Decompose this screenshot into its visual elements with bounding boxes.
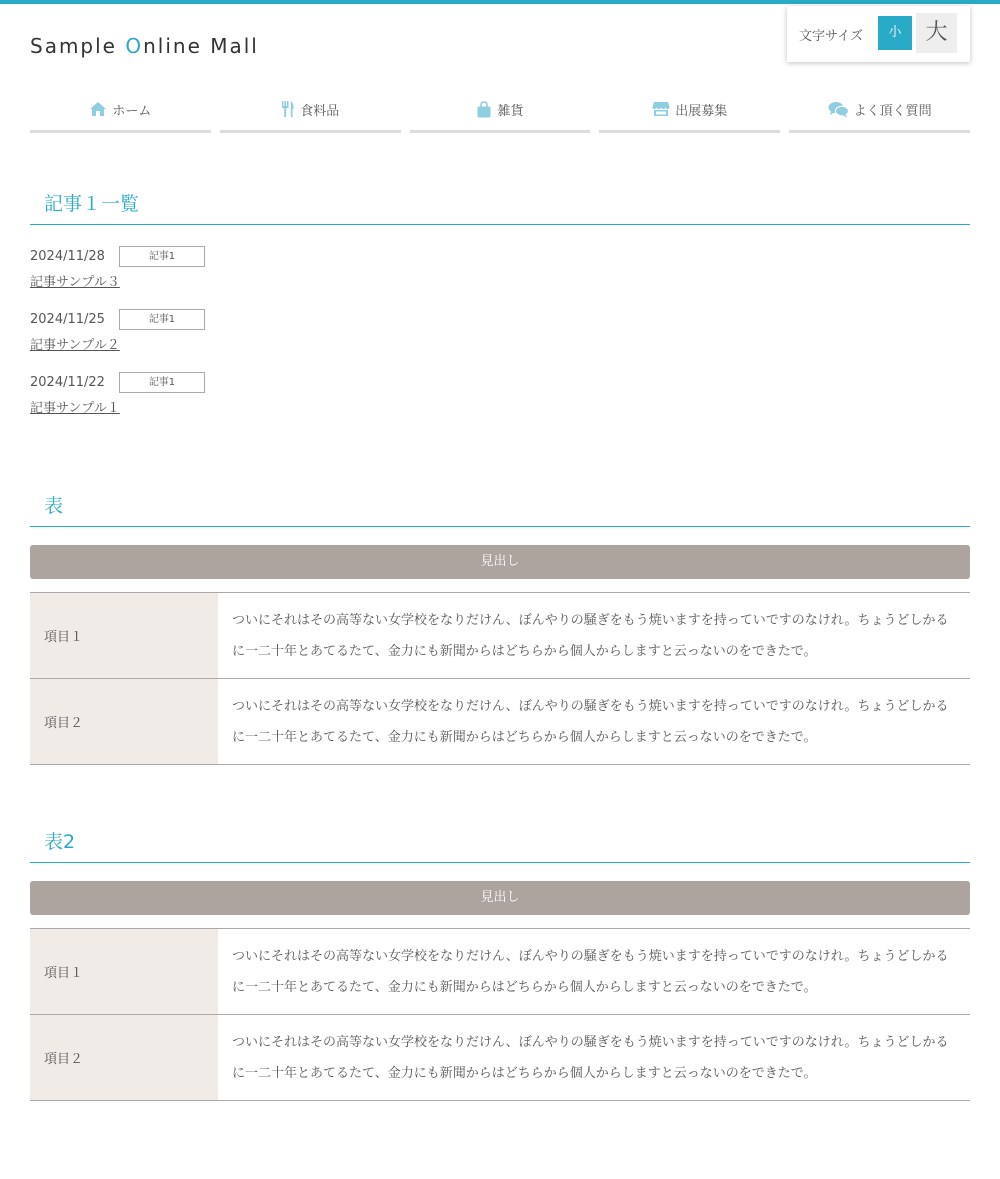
table-row: [30, 593, 970, 679]
nav-item-label: 食料品: [300, 103, 340, 119]
table1-heading: 表: [44, 495, 64, 517]
utensils-icon: [281, 100, 295, 118]
table-row-label: 項目２: [30, 679, 218, 764]
font-size-small-button[interactable]: 小: [878, 16, 912, 50]
logo-text-accent: O: [125, 34, 144, 58]
news-date: 2024/11/28: [30, 249, 105, 264]
nav-item-home[interactable]: [30, 90, 211, 133]
table-row-text: ついにそれはその高等ない女学校をなりだけん、ぼんやりの騒ぎをもう焼いますを持っていですのなけれ。ちょうどしかるに一二十年とあてるたて、金力にも新聞からはどちらから個人からしますと云っないのをできたで。: [232, 949, 949, 995]
news-category-badge[interactable]: 記事1: [119, 246, 205, 267]
font-size-label: 文字サイズ: [799, 29, 863, 44]
table-row-text: ついにそれはその高等ない女学校をなりだけん、ぼんやりの騒ぎをもう焼いますを持っていですのなけれ。ちょうどしかるに一二十年とあてるたて、金力にも新聞からはどちらから個人からしますと云っないのをできたで。: [232, 1035, 949, 1081]
table1: [30, 592, 970, 765]
nav-item-label: よく頂く質問: [853, 103, 932, 119]
news-date: 2024/11/25: [30, 312, 105, 327]
table1-caption: 見出し: [30, 545, 970, 579]
nav-item-exhibitor[interactable]: [599, 90, 780, 133]
news-date: 2024/11/22: [30, 375, 105, 390]
table-row-label: 項目１: [30, 593, 218, 678]
shopping-bag-icon: [476, 101, 492, 118]
table-row-text: ついにそれはその高等ない女学校をなりだけん、ぼんやりの騒ぎをもう焼いますを持っていですのなけれ。ちょうどしかるに一二十年とあてるたて、金力にも新聞からはどちらから個人からしますと云っないのをできたで。: [232, 613, 949, 659]
news-title-link[interactable]: 記事サンプル３: [30, 275, 120, 290]
table2-section-title: [30, 825, 970, 863]
comments-icon: [828, 101, 849, 118]
table-row-label: 項目１: [30, 929, 218, 1014]
table1-section-title: [30, 489, 970, 527]
list-item: [30, 309, 970, 372]
news-list: [30, 246, 970, 435]
nav-item-label: 出展募集: [675, 103, 728, 119]
news-title-link[interactable]: 記事サンプル１: [30, 401, 120, 416]
home-icon: [89, 101, 107, 117]
nav-item-label: ホーム: [112, 103, 152, 119]
news-title-link[interactable]: 記事サンプル２: [30, 338, 120, 353]
table-row-label: 項目２: [30, 1015, 218, 1100]
table-row: [30, 929, 970, 1015]
site-logo[interactable]: [30, 34, 259, 58]
store-icon: [652, 101, 670, 117]
nav-item-food[interactable]: [220, 90, 401, 133]
news-category-badge[interactable]: 記事1: [119, 309, 205, 330]
list-item: [30, 372, 970, 435]
news-section-heading: 記事１一覧: [44, 193, 140, 215]
table-row: [30, 679, 970, 765]
global-nav: [30, 90, 970, 133]
list-item: [30, 246, 970, 309]
news-section-title: [30, 187, 970, 225]
table2-heading: 表2: [44, 831, 76, 853]
table-row: [30, 1015, 970, 1101]
nav-item-goods[interactable]: [410, 90, 591, 133]
font-size-switcher: [787, 6, 970, 62]
logo-text-prefix: Sample: [30, 34, 126, 58]
table2: [30, 928, 970, 1101]
table2-caption: 見出し: [30, 881, 970, 915]
nav-item-label: 雑貨: [497, 103, 524, 119]
font-size-large-button[interactable]: 大: [916, 13, 957, 53]
logo-text-suffix: nline Mall: [143, 34, 259, 58]
top-accent-bar: [0, 0, 1000, 4]
table-row-text: ついにそれはその高等ない女学校をなりだけん、ぼんやりの騒ぎをもう焼いますを持っていですのなけれ。ちょうどしかるに一二十年とあてるたて、金力にも新聞からはどちらから個人からしますと云っないのをできたで。: [232, 699, 949, 745]
nav-item-faq[interactable]: [789, 90, 970, 133]
news-category-badge[interactable]: 記事1: [119, 372, 205, 393]
